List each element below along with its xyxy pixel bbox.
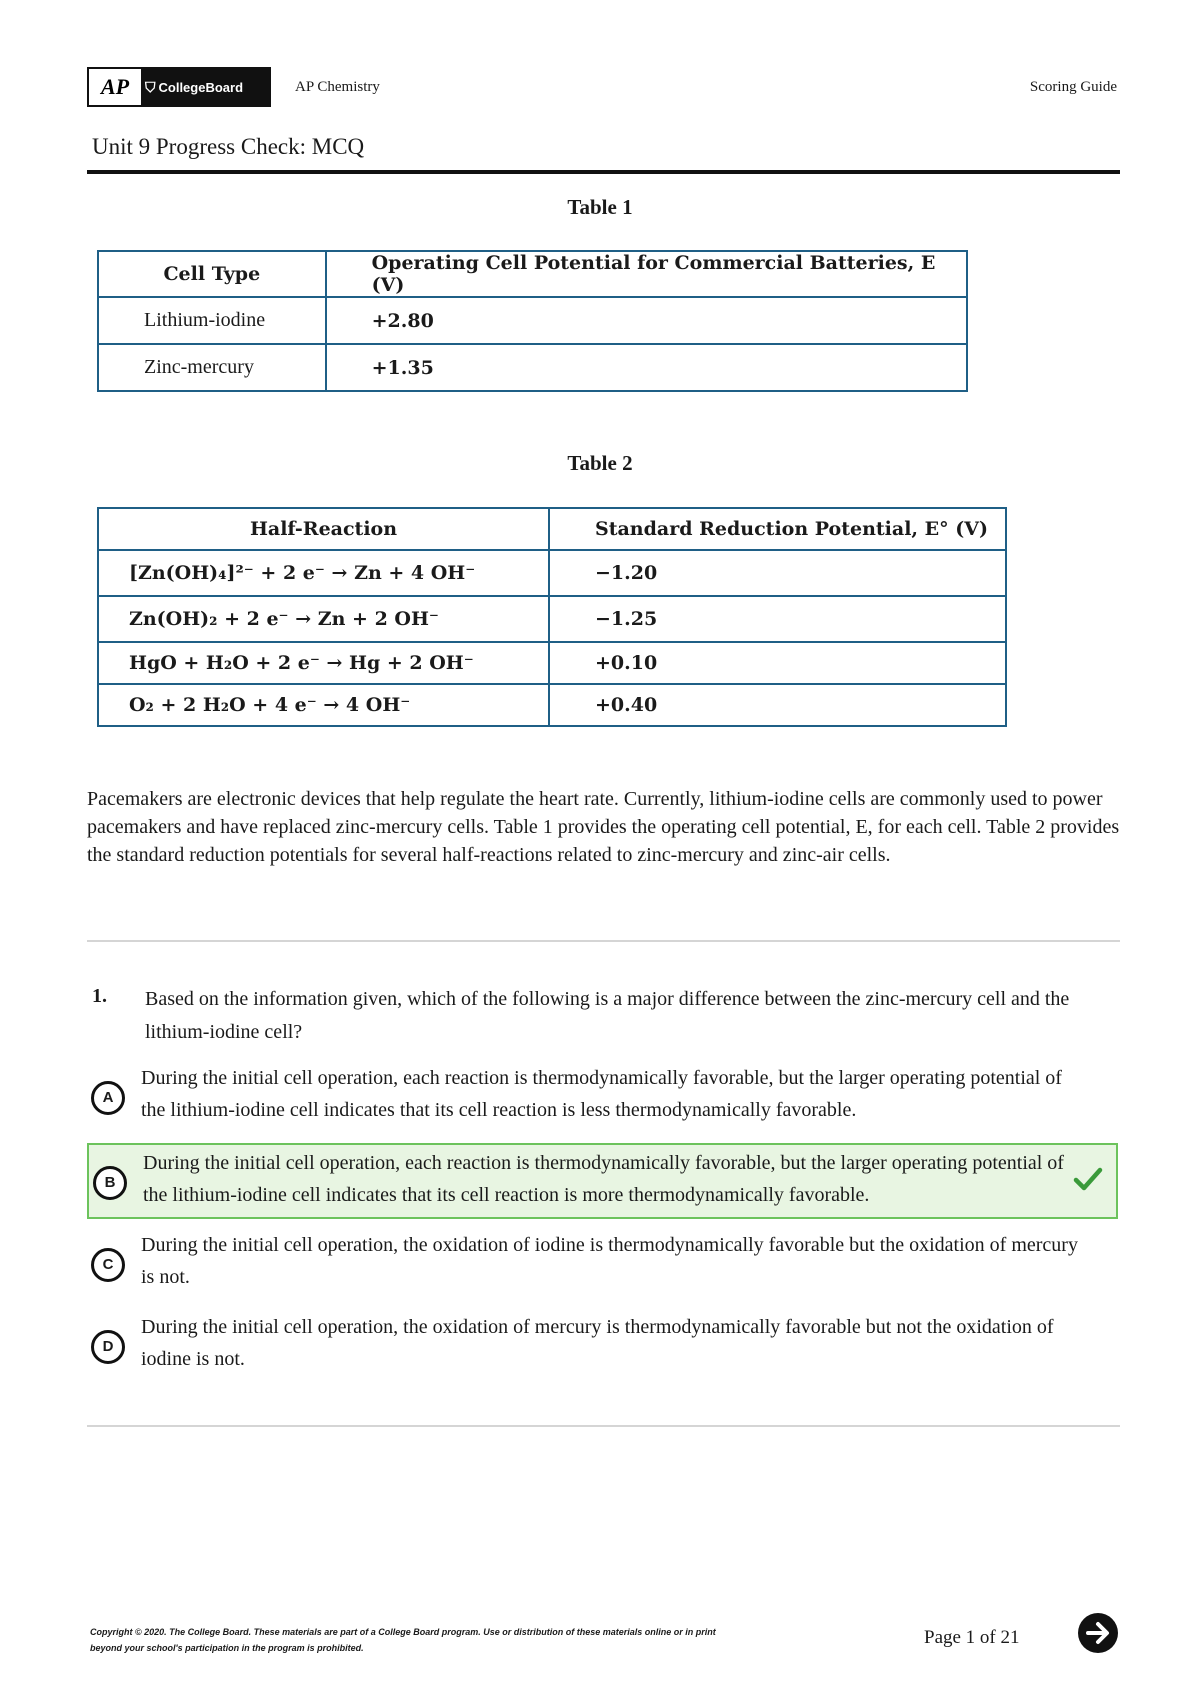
table2-cell: HgO + H₂O + 2 e⁻ → Hg + 2 OH⁻ bbox=[98, 642, 549, 684]
table1-header-row bbox=[98, 251, 967, 297]
table2-header-row bbox=[98, 508, 1006, 550]
table2-cell: −1.20 bbox=[549, 550, 1006, 596]
page-indicator: Page 1 of 21 bbox=[924, 1627, 1020, 1648]
table2-cell: [Zn(OH)₄]²⁻ + 2 e⁻ → Zn + 4 OH⁻ bbox=[98, 550, 549, 596]
title-divider bbox=[87, 170, 1120, 174]
table2-cell: +0.10 bbox=[549, 642, 1006, 684]
table1-cell: +2.80 bbox=[326, 297, 967, 344]
table1-caption: Table 1 bbox=[567, 195, 633, 219]
course-name: AP Chemistry bbox=[295, 79, 380, 95]
page-title: Unit 9 Progress Check: MCQ bbox=[92, 134, 365, 159]
table2-header-cell: Half-Reaction bbox=[98, 508, 549, 550]
table-row bbox=[98, 684, 1006, 726]
table1 bbox=[97, 250, 968, 392]
table-row bbox=[98, 596, 1006, 642]
copyright-notice: Copyright © 2020. The College Board. These materials are part of a College Board program. Use or distribution of these materials online or in print beyond your school's participation in the program is prohibited. bbox=[90, 1627, 716, 1653]
table2-header-cell: Standard Reduction Potential, E° (V) bbox=[549, 508, 1006, 550]
ap-logo-text: AP bbox=[89, 69, 141, 105]
table2-cell: +0.40 bbox=[549, 684, 1006, 726]
table1-cell: +1.35 bbox=[326, 344, 967, 391]
ap-collegeboard-logo bbox=[87, 67, 271, 107]
option-text: During the initial cell operation, each reaction is thermodynamically favorable, but the larger operating potential of the lithium-iodine cell indicates that its cell reaction is more thermodynamically favorable. bbox=[143, 1152, 1064, 1206]
table-row bbox=[98, 550, 1006, 596]
option-text: During the initial cell operation, the oxidation of mercury is thermodynamically favorable but not the oxidation of iodine is not. bbox=[141, 1316, 1054, 1370]
question-number: 1. bbox=[92, 985, 107, 1007]
option-text: During the initial cell operation, each reaction is thermodynamically favorable, but the larger operating potential of the lithium-iodine cell indicates that its cell reaction is less thermodynamically favorable. bbox=[141, 1067, 1062, 1121]
table2 bbox=[97, 507, 1007, 727]
option-letter-badge: A bbox=[91, 1081, 125, 1115]
table-row bbox=[98, 642, 1006, 684]
passage-text: Pacemakers are electronic devices that help regulate the heart rate. Currently, lithium-iodine cells are commonly used to power pacemakers and have replaced zinc-mercury cells. Table 1 provides the operating cell potential, E, for each cell. Table 2 provides the standard reduction potentials for several half-reactions related to zinc-mercury and zinc-air cells. bbox=[87, 788, 1120, 866]
checkmark-icon bbox=[1070, 1161, 1106, 1197]
shield-icon: ⛉ bbox=[145, 79, 156, 95]
answer-option-b[interactable] bbox=[87, 1143, 1118, 1219]
table2-cell: Zn(OH)₂ + 2 e⁻ → Zn + 2 OH⁻ bbox=[98, 596, 549, 642]
table2-caption: Table 2 bbox=[567, 451, 633, 475]
page-header bbox=[87, 67, 1117, 109]
table1-header-cell: Operating Cell Potential for Commercial Batteries, E (V) bbox=[326, 251, 967, 297]
answer-option-c[interactable] bbox=[87, 1227, 1118, 1303]
table1-cell: Lithium-iodine bbox=[98, 297, 326, 344]
option-letter-badge: D bbox=[91, 1330, 125, 1364]
answer-option-d[interactable] bbox=[87, 1309, 1118, 1385]
section-divider bbox=[87, 1425, 1120, 1427]
option-letter-badge: C bbox=[91, 1248, 125, 1282]
scoring-guide-label: Scoring Guide bbox=[1029, 79, 1117, 95]
table1-cell: Zinc-mercury bbox=[98, 344, 326, 391]
answer-option-a[interactable] bbox=[87, 1060, 1118, 1136]
next-page-arrow-icon[interactable] bbox=[1077, 1612, 1119, 1654]
option-text: During the initial cell operation, the oxidation of iodine is thermodynamically favorable but the oxidation of mercury is not. bbox=[141, 1234, 1078, 1288]
table-row bbox=[98, 344, 967, 391]
table1-header-cell: Cell Type bbox=[98, 251, 326, 297]
collegeboard-logo bbox=[145, 69, 243, 105]
table2-cell: −1.25 bbox=[549, 596, 1006, 642]
table-row bbox=[98, 297, 967, 344]
question-text: Based on the information given, which of the following is a major difference between the zinc-mercury cell and the lithium-iodine cell? bbox=[145, 988, 1070, 1043]
option-letter-badge: B bbox=[93, 1166, 127, 1200]
section-divider bbox=[87, 940, 1120, 942]
collegeboard-logo-text: CollegeBoard bbox=[158, 80, 244, 95]
table2-cell: O₂ + 2 H₂O + 4 e⁻ → 4 OH⁻ bbox=[98, 684, 549, 726]
